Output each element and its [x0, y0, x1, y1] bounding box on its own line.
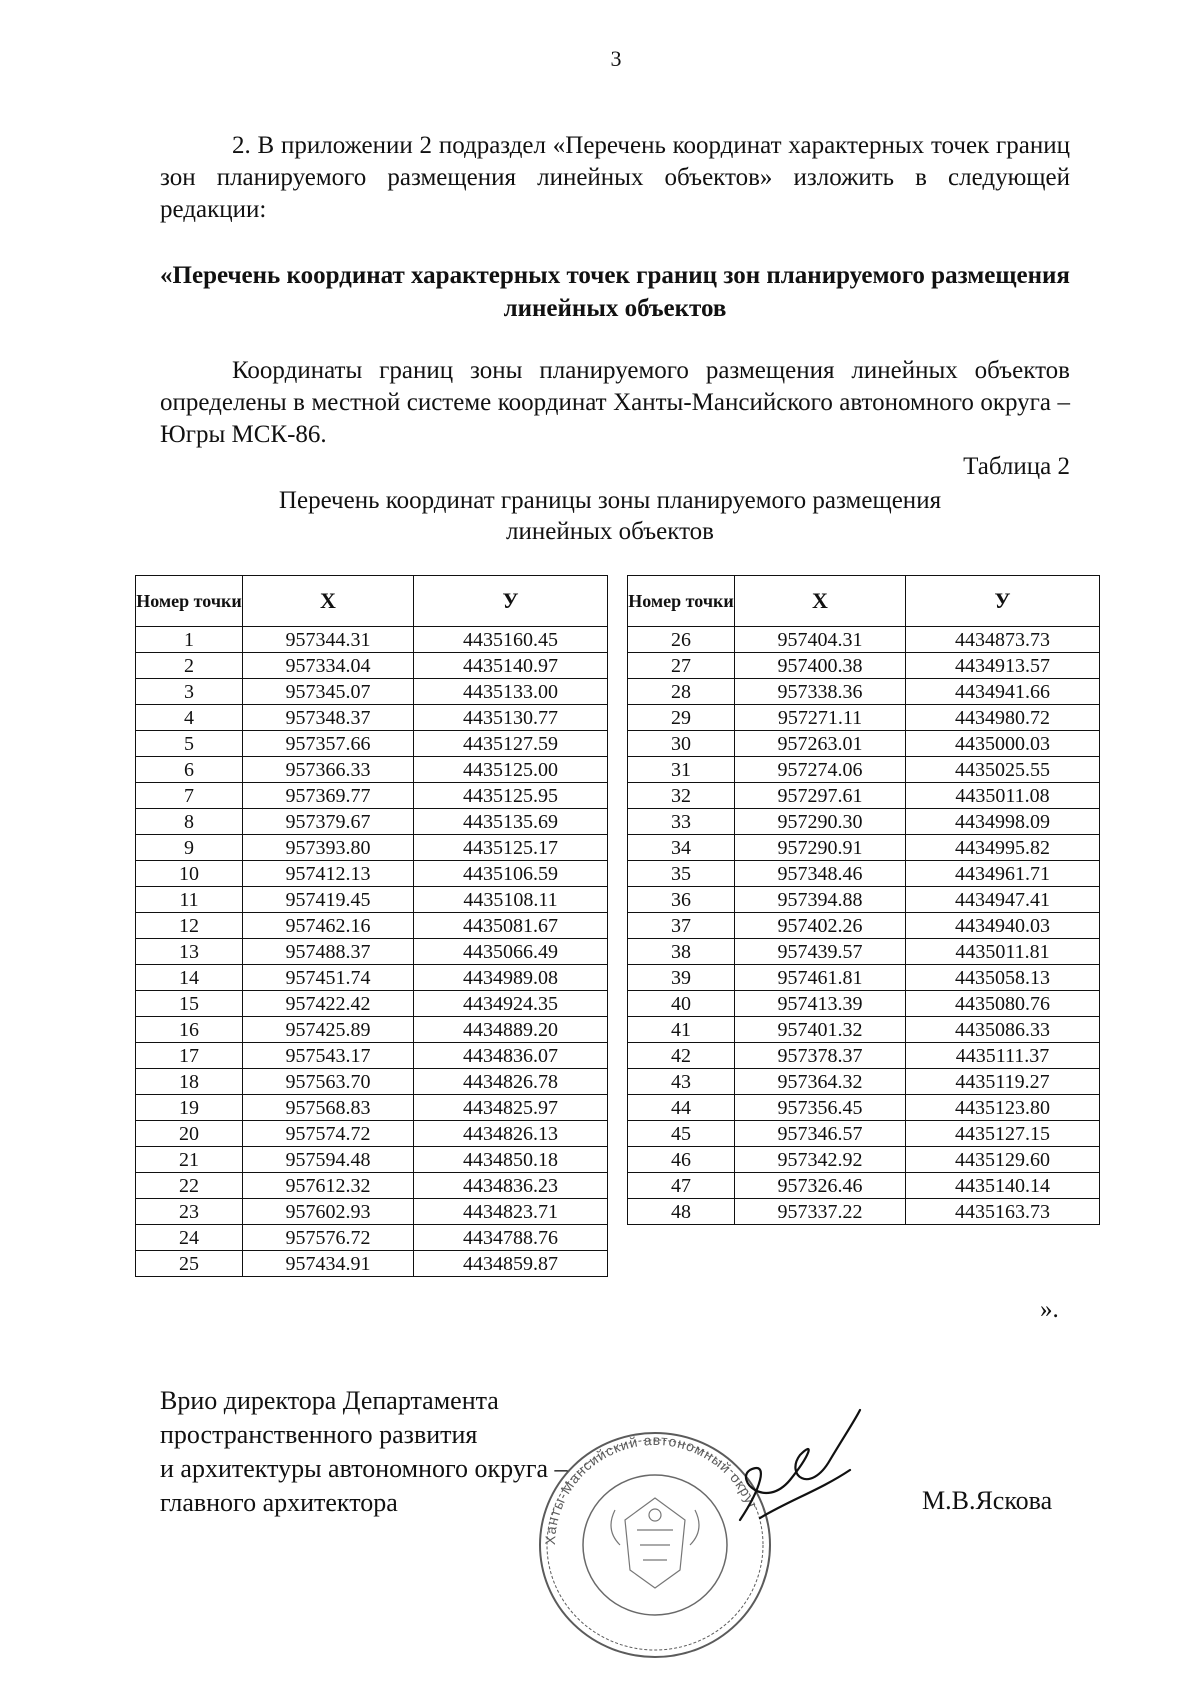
y-coordinate-cell: 4435160.45 [414, 627, 608, 653]
table-row [136, 653, 608, 679]
x-coordinate-cell: 957602.93 [243, 1199, 414, 1225]
point-number-cell: 42 [628, 1043, 735, 1069]
x-coordinate-cell: 957543.17 [243, 1043, 414, 1069]
point-number-cell: 39 [628, 965, 735, 991]
y-coordinate-cell: 4435011.81 [906, 939, 1100, 965]
header-x: X [735, 576, 906, 627]
point-number-cell: 19 [136, 1095, 243, 1121]
handwritten-signature [720, 1400, 870, 1540]
x-coordinate-cell: 957366.33 [243, 757, 414, 783]
point-number-cell: 2 [136, 653, 243, 679]
x-coordinate-cell: 957462.16 [243, 913, 414, 939]
x-coordinate-cell: 957364.32 [735, 1069, 906, 1095]
y-coordinate-cell: 4434836.23 [414, 1173, 608, 1199]
x-coordinate-cell: 957345.07 [243, 679, 414, 705]
table-row [628, 965, 1100, 991]
point-number-cell: 28 [628, 679, 735, 705]
table-row [628, 1121, 1100, 1147]
table-row [136, 809, 608, 835]
table-row [628, 1095, 1100, 1121]
x-coordinate-cell: 957346.57 [735, 1121, 906, 1147]
section-heading: «Перечень координат характерных точек границ зон планируемого размещения линейных объектов [160, 262, 1070, 322]
table-row [628, 809, 1100, 835]
x-coordinate-cell: 957400.38 [735, 653, 906, 679]
point-number-cell: 17 [136, 1043, 243, 1069]
point-number-cell: 45 [628, 1121, 735, 1147]
table-row [136, 1121, 608, 1147]
point-number-cell: 12 [136, 913, 243, 939]
y-coordinate-cell: 4435080.76 [906, 991, 1100, 1017]
x-coordinate-cell: 957342.92 [735, 1147, 906, 1173]
point-number-cell: 16 [136, 1017, 243, 1043]
y-coordinate-cell: 4435108.11 [414, 887, 608, 913]
y-coordinate-cell: 4435111.37 [906, 1043, 1100, 1069]
x-coordinate-cell: 957378.37 [735, 1043, 906, 1069]
point-number-cell: 40 [628, 991, 735, 1017]
y-coordinate-cell: 4435011.08 [906, 783, 1100, 809]
x-coordinate-cell: 957290.91 [735, 835, 906, 861]
point-number-cell: 24 [136, 1225, 243, 1251]
table-row [136, 1069, 608, 1095]
table-row [136, 965, 608, 991]
table-row [628, 757, 1100, 783]
point-number-cell: 21 [136, 1147, 243, 1173]
x-coordinate-cell: 957488.37 [243, 939, 414, 965]
y-coordinate-cell: 4434940.03 [906, 913, 1100, 939]
point-number-cell: 22 [136, 1173, 243, 1199]
x-coordinate-cell: 957348.46 [735, 861, 906, 887]
point-number-cell: 37 [628, 913, 735, 939]
y-coordinate-cell: 4434980.72 [906, 705, 1100, 731]
x-coordinate-cell: 957576.72 [243, 1225, 414, 1251]
point-number-cell: 36 [628, 887, 735, 913]
x-coordinate-cell: 957461.81 [735, 965, 906, 991]
header-y: У [414, 576, 608, 627]
table-row [628, 679, 1100, 705]
y-coordinate-cell: 4435081.67 [414, 913, 608, 939]
x-coordinate-cell: 957451.74 [243, 965, 414, 991]
x-coordinate-cell: 957412.13 [243, 861, 414, 887]
x-coordinate-cell: 957612.32 [243, 1173, 414, 1199]
point-number-cell: 15 [136, 991, 243, 1017]
page-number: 3 [610, 46, 622, 71]
point-number-cell: 43 [628, 1069, 735, 1095]
y-coordinate-cell: 4434989.08 [414, 965, 608, 991]
point-number-cell: 32 [628, 783, 735, 809]
table-row [136, 705, 608, 731]
x-coordinate-cell: 957434.91 [243, 1251, 414, 1277]
table-row [136, 627, 608, 653]
point-number-cell: 41 [628, 1017, 735, 1043]
point-number-cell: 27 [628, 653, 735, 679]
paragraph-coordinate-system: Координаты границ зоны планируемого размещения линейных объектов определены в местной системе координат Ханты-Мансийского автономного округа – Югры МСК-86. [160, 357, 1070, 448]
y-coordinate-cell: 4435025.55 [906, 757, 1100, 783]
header-point-number: Номер точки [136, 576, 243, 627]
x-coordinate-cell: 957326.46 [735, 1173, 906, 1199]
y-coordinate-cell: 4434859.87 [414, 1251, 608, 1277]
point-number-cell: 23 [136, 1199, 243, 1225]
header-x: X [243, 576, 414, 627]
header-y: У [906, 576, 1100, 627]
y-coordinate-cell: 4435058.13 [906, 965, 1100, 991]
y-coordinate-cell: 4434823.71 [414, 1199, 608, 1225]
point-number-cell: 10 [136, 861, 243, 887]
x-coordinate-cell: 957402.26 [735, 913, 906, 939]
x-coordinate-cell: 957337.22 [735, 1199, 906, 1225]
y-coordinate-cell: 4434873.73 [906, 627, 1100, 653]
y-coordinate-cell: 4435133.00 [414, 679, 608, 705]
x-coordinate-cell: 957439.57 [735, 939, 906, 965]
table-row [628, 653, 1100, 679]
x-coordinate-cell: 957419.45 [243, 887, 414, 913]
point-number-cell: 33 [628, 809, 735, 835]
table-label: Таблица 2 [963, 453, 1070, 480]
y-coordinate-cell: 4435127.15 [906, 1121, 1100, 1147]
y-coordinate-cell: 4435127.59 [414, 731, 608, 757]
table-row [136, 1095, 608, 1121]
y-coordinate-cell: 4434913.57 [906, 653, 1100, 679]
coordinates-table-right [627, 575, 1100, 1225]
point-number-cell: 35 [628, 861, 735, 887]
table-row [136, 757, 608, 783]
x-coordinate-cell: 957356.45 [735, 1095, 906, 1121]
paragraph-amendment: 2. В приложении 2 подраздел «Перечень координат характерных точек границ зон планируемого размещения линейных объектов» изложить в следующей редакции: [160, 132, 1070, 223]
y-coordinate-cell: 4434947.41 [906, 887, 1100, 913]
table-row [136, 1225, 608, 1251]
point-number-cell: 46 [628, 1147, 735, 1173]
x-coordinate-cell: 957274.06 [735, 757, 906, 783]
point-number-cell: 13 [136, 939, 243, 965]
y-coordinate-cell: 4434998.09 [906, 809, 1100, 835]
header-point-number: Номер точки [628, 576, 735, 627]
x-coordinate-cell: 957271.11 [735, 705, 906, 731]
y-coordinate-cell: 4435106.59 [414, 861, 608, 887]
table-row [628, 861, 1100, 887]
y-coordinate-cell: 4434941.66 [906, 679, 1100, 705]
table-title: Перечень координат границы зоны планируемого размещения линейных объектов [278, 487, 942, 545]
y-coordinate-cell: 4434826.78 [414, 1069, 608, 1095]
point-number-cell: 38 [628, 939, 735, 965]
point-number-cell: 8 [136, 809, 243, 835]
table-row [136, 679, 608, 705]
x-coordinate-cell: 957425.89 [243, 1017, 414, 1043]
table-row [628, 1069, 1100, 1095]
y-coordinate-cell: 4435129.60 [906, 1147, 1100, 1173]
point-number-cell: 31 [628, 757, 735, 783]
y-coordinate-cell: 4435066.49 [414, 939, 608, 965]
y-coordinate-cell: 4434826.13 [414, 1121, 608, 1147]
table-row [628, 1017, 1100, 1043]
coordinates-table-left [135, 575, 608, 1277]
x-coordinate-cell: 957568.83 [243, 1095, 414, 1121]
point-number-cell: 18 [136, 1069, 243, 1095]
signature-title-block [160, 1384, 720, 1520]
table-row [136, 861, 608, 887]
table-row [628, 835, 1100, 861]
table-row [136, 1017, 608, 1043]
table-row [628, 783, 1100, 809]
y-coordinate-cell: 4434788.76 [414, 1225, 608, 1251]
signer-name: М.В.Яскова [922, 1486, 1053, 1515]
table-row [628, 1173, 1100, 1199]
point-number-cell: 44 [628, 1095, 735, 1121]
table-row [136, 991, 608, 1017]
x-coordinate-cell: 957404.31 [735, 627, 906, 653]
y-coordinate-cell: 4435140.97 [414, 653, 608, 679]
point-number-cell: 6 [136, 757, 243, 783]
x-coordinate-cell: 957334.04 [243, 653, 414, 679]
point-number-cell: 14 [136, 965, 243, 991]
table-row [136, 913, 608, 939]
x-coordinate-cell: 957348.37 [243, 705, 414, 731]
y-coordinate-cell: 4434924.35 [414, 991, 608, 1017]
x-coordinate-cell: 957574.72 [243, 1121, 414, 1147]
table-row [136, 887, 608, 913]
x-coordinate-cell: 957297.61 [735, 783, 906, 809]
table-row [628, 887, 1100, 913]
point-number-cell: 1 [136, 627, 243, 653]
table-row [628, 731, 1100, 757]
table-row [136, 1147, 608, 1173]
x-coordinate-cell: 957344.31 [243, 627, 414, 653]
point-number-cell: 25 [136, 1251, 243, 1277]
x-coordinate-cell: 957357.66 [243, 731, 414, 757]
point-number-cell: 48 [628, 1199, 735, 1225]
signature-line: и архитектуры автономного округа – [160, 1454, 568, 1483]
table-row [136, 783, 608, 809]
x-coordinate-cell: 957338.36 [735, 679, 906, 705]
y-coordinate-cell: 4435125.17 [414, 835, 608, 861]
closing-quote: ». [1040, 1296, 1059, 1323]
y-coordinate-cell: 4434836.07 [414, 1043, 608, 1069]
point-number-cell: 20 [136, 1121, 243, 1147]
y-coordinate-cell: 4435135.69 [414, 809, 608, 835]
x-coordinate-cell: 957594.48 [243, 1147, 414, 1173]
table-row [628, 705, 1100, 731]
table-row [136, 1173, 608, 1199]
point-number-cell: 26 [628, 627, 735, 653]
point-number-cell: 11 [136, 887, 243, 913]
y-coordinate-cell: 4435125.00 [414, 757, 608, 783]
point-number-cell: 30 [628, 731, 735, 757]
x-coordinate-cell: 957263.01 [735, 731, 906, 757]
signature-line: Врио директора Департамента [160, 1386, 499, 1415]
x-coordinate-cell: 957394.88 [735, 887, 906, 913]
table-row [628, 1147, 1100, 1173]
signature-line: пространственного развития [160, 1420, 478, 1449]
point-number-cell: 5 [136, 731, 243, 757]
x-coordinate-cell: 957563.70 [243, 1069, 414, 1095]
table-row [136, 731, 608, 757]
table-row [136, 939, 608, 965]
table-row [628, 991, 1100, 1017]
table-row [628, 939, 1100, 965]
table-row [136, 835, 608, 861]
table-row [628, 1043, 1100, 1069]
seal-text: Ханты-Мансийский автономный округ [541, 1431, 762, 1546]
signature-line: главного архитектора [160, 1488, 398, 1517]
table-row [136, 1043, 608, 1069]
x-coordinate-cell: 957290.30 [735, 809, 906, 835]
x-coordinate-cell: 957413.39 [735, 991, 906, 1017]
table-row [136, 1251, 608, 1277]
y-coordinate-cell: 4435163.73 [906, 1199, 1100, 1225]
table-row [628, 1199, 1100, 1225]
y-coordinate-cell: 4434889.20 [414, 1017, 608, 1043]
y-coordinate-cell: 4435130.77 [414, 705, 608, 731]
table-row [628, 913, 1100, 939]
point-number-cell: 7 [136, 783, 243, 809]
point-number-cell: 4 [136, 705, 243, 731]
x-coordinate-cell: 957379.67 [243, 809, 414, 835]
y-coordinate-cell: 4435140.14 [906, 1173, 1100, 1199]
y-coordinate-cell: 4434961.71 [906, 861, 1100, 887]
y-coordinate-cell: 4435086.33 [906, 1017, 1100, 1043]
x-coordinate-cell: 957401.32 [735, 1017, 906, 1043]
point-number-cell: 29 [628, 705, 735, 731]
x-coordinate-cell: 957422.42 [243, 991, 414, 1017]
point-number-cell: 34 [628, 835, 735, 861]
point-number-cell: 47 [628, 1173, 735, 1199]
x-coordinate-cell: 957369.77 [243, 783, 414, 809]
point-number-cell: 9 [136, 835, 243, 861]
point-number-cell: 3 [136, 679, 243, 705]
y-coordinate-cell: 4435119.27 [906, 1069, 1100, 1095]
y-coordinate-cell: 4435123.80 [906, 1095, 1100, 1121]
x-coordinate-cell: 957393.80 [243, 835, 414, 861]
table-row [136, 1199, 608, 1225]
table-row [628, 627, 1100, 653]
y-coordinate-cell: 4434825.97 [414, 1095, 608, 1121]
y-coordinate-cell: 4434995.82 [906, 835, 1100, 861]
y-coordinate-cell: 4434850.18 [414, 1147, 608, 1173]
y-coordinate-cell: 4435000.03 [906, 731, 1100, 757]
y-coordinate-cell: 4435125.95 [414, 783, 608, 809]
